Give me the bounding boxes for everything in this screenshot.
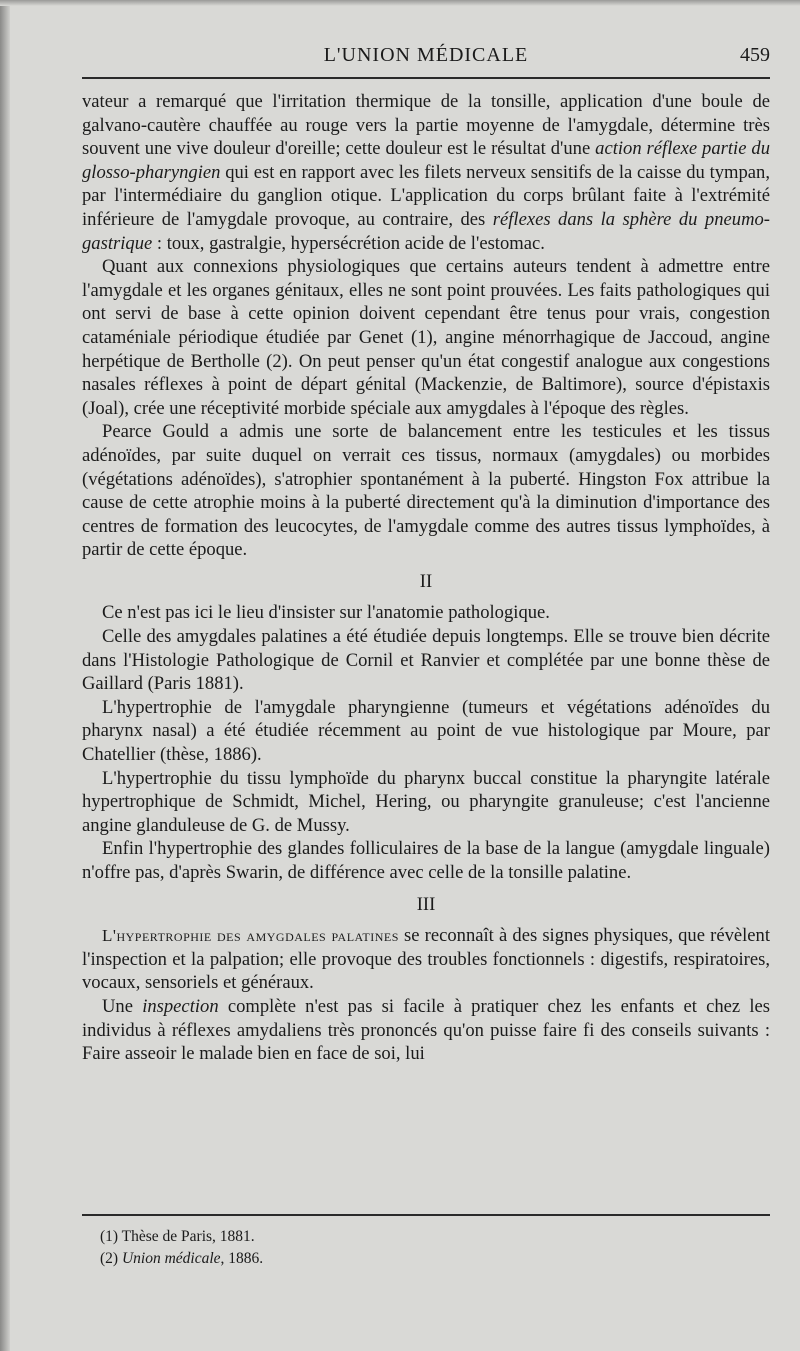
text-run: II (419, 570, 433, 592)
text-run: Une (102, 995, 143, 1017)
text-run: Celle des amygdales palatines a été étudiée depuis longtemps. Elle se trouve bien décrite dans l'Histologie Pathologique de Cornil et Ranvier et complétée par une bonne thèse de Gaillard (Paris 1881). (82, 626, 770, 695)
journal-title: L'UNION MÉDICALE (323, 44, 529, 66)
paragraph (82, 696, 770, 767)
page-number: 459 (740, 44, 770, 66)
footnote-2 (100, 1250, 263, 1268)
paragraph (82, 995, 770, 1066)
text-run: se reconnaît à des signes physiques, que révèlent l'inspection et la palpation; elle provoque des troubles fonctionnels : digestifs, respiratoires, vocaux, sensoriels et généraux. (82, 925, 770, 994)
footnote-2-number: (2) (100, 1250, 122, 1267)
text-run: Pearce Gould a admis une sorte de balancement entre les testicules et les tissus adénoïdes, par suite duquel on verrait ces tissus, normaux (amygdales) ou morbides (végétations adénoïdes), s'atrophier spontanément à la puberté. Hingston Fox attribue la cause de cette atrophie moins à la puberté directement qu'à la diminution d'importance des centres de formation des leucocytes, de l'amygdale comme des autres tissus lymphoïdes, à partir de cette époque. (82, 421, 770, 561)
italic-phrase: action réflexe partie du glosso-pharyngien (82, 138, 770, 183)
paragraph (82, 90, 770, 255)
section-heading (82, 570, 770, 594)
paragraph (82, 601, 770, 625)
page-top-shadow (0, 0, 800, 6)
text-run: Quant aux connexions physiologiques que certains auteurs tendent à admettre entre l'amygdale et les organes génitaux, elles ne sont point prouvées. Les faits pathologiques qui ont servi de base à cette opinion doivent cependant être tenus pour vrais, congestion cataméniale périodique étudiée par Genet (1), angine ménorrhagique de Jaccoud, angine herpétique de Bertholle (2). On peut penser qu'un état congestif analogue aux congestions nasales réflexes à point de départ génital (Mackenzie, de Baltimore), source d'épistaxis (Joal), crée une réceptivité morbide spéciale aux amygdales à l'époque des règles. (82, 256, 770, 419)
running-header (82, 44, 770, 70)
small-caps-phrase: L'hypertrophie des amygdales palatines (102, 926, 399, 946)
italic-phrase: inspection (142, 995, 219, 1017)
text-run: Ce n'est pas ici le lieu d'insister sur l'anatomie pathologique. (102, 602, 550, 624)
text-run: III (416, 893, 436, 915)
section-heading (82, 893, 770, 917)
footnote-2-year: , 1886. (220, 1250, 264, 1267)
header-rule (82, 77, 770, 79)
footnote-rule (82, 1214, 770, 1216)
text-run: : toux, gastralgie, hypersécrétion acide de l'estomac. (152, 232, 545, 254)
text-run: L'hypertrophie de l'amygdale pharyngienne (tumeurs et végétations adénoïdes du pharynx nasal) a été étudiée récemment au point de vue histologique par Moure, par Chatellier (thèse, 1886). (82, 696, 770, 766)
footnote-1: (1) Thèse de Paris, 1881. (100, 1228, 255, 1245)
text-run: Enfin l'hypertrophie des glandes folliculaires de la base de la langue (amygdale linguale) n'offre pas, d'après Swarin, de différence avec celle de la tonsille palatine. (82, 838, 770, 883)
page-edge-shadow (0, 0, 10, 1351)
paragraph (82, 420, 770, 562)
text-run: vateur a remarqué que l'irritation thermique de la tonsille, application d'une boule de galvano-cautère chauffée au rouge vers la partie moyenne de l'amygdale, détermine très souvent une vive douleur d'oreille; cette douleur est le résultat d'une (82, 91, 770, 160)
paragraph (82, 767, 770, 838)
text-run: L'hypertrophie du tissu lymphoïde du pharynx buccal constitue la pharyngite latérale hypertrophique de Schmidt, Michel, Hering, ou pharyngite granuleuse; c'est l'ancienne angine glanduleuse de G. de Mussy. (82, 767, 770, 836)
paragraph (82, 625, 770, 696)
paragraph (82, 924, 770, 995)
footnote-2-journal: Union médicale (121, 1250, 221, 1267)
paragraph (82, 837, 770, 884)
text-run: qui est en rapport avec les filets nerveux sensitifs de la caisse du tympan, par l'intermédiaire du ganglion otique. L'application du corps brûlant faite à l'extrémité inférieure de l'amygdale provoque, au contraire, des (82, 161, 770, 230)
italic-phrase: réflexes dans la sphère du pneumo-gastrique (82, 208, 770, 254)
paragraph (82, 255, 770, 420)
text-run: complète n'est pas si facile à pratiquer chez les enfants et chez les individus à réflexes amydaliens très prononcés qu'on puisse faire fi des conseils suivants : Faire asseoir le malade bien en face de soi, lui (82, 995, 770, 1065)
body-text (82, 90, 770, 1066)
